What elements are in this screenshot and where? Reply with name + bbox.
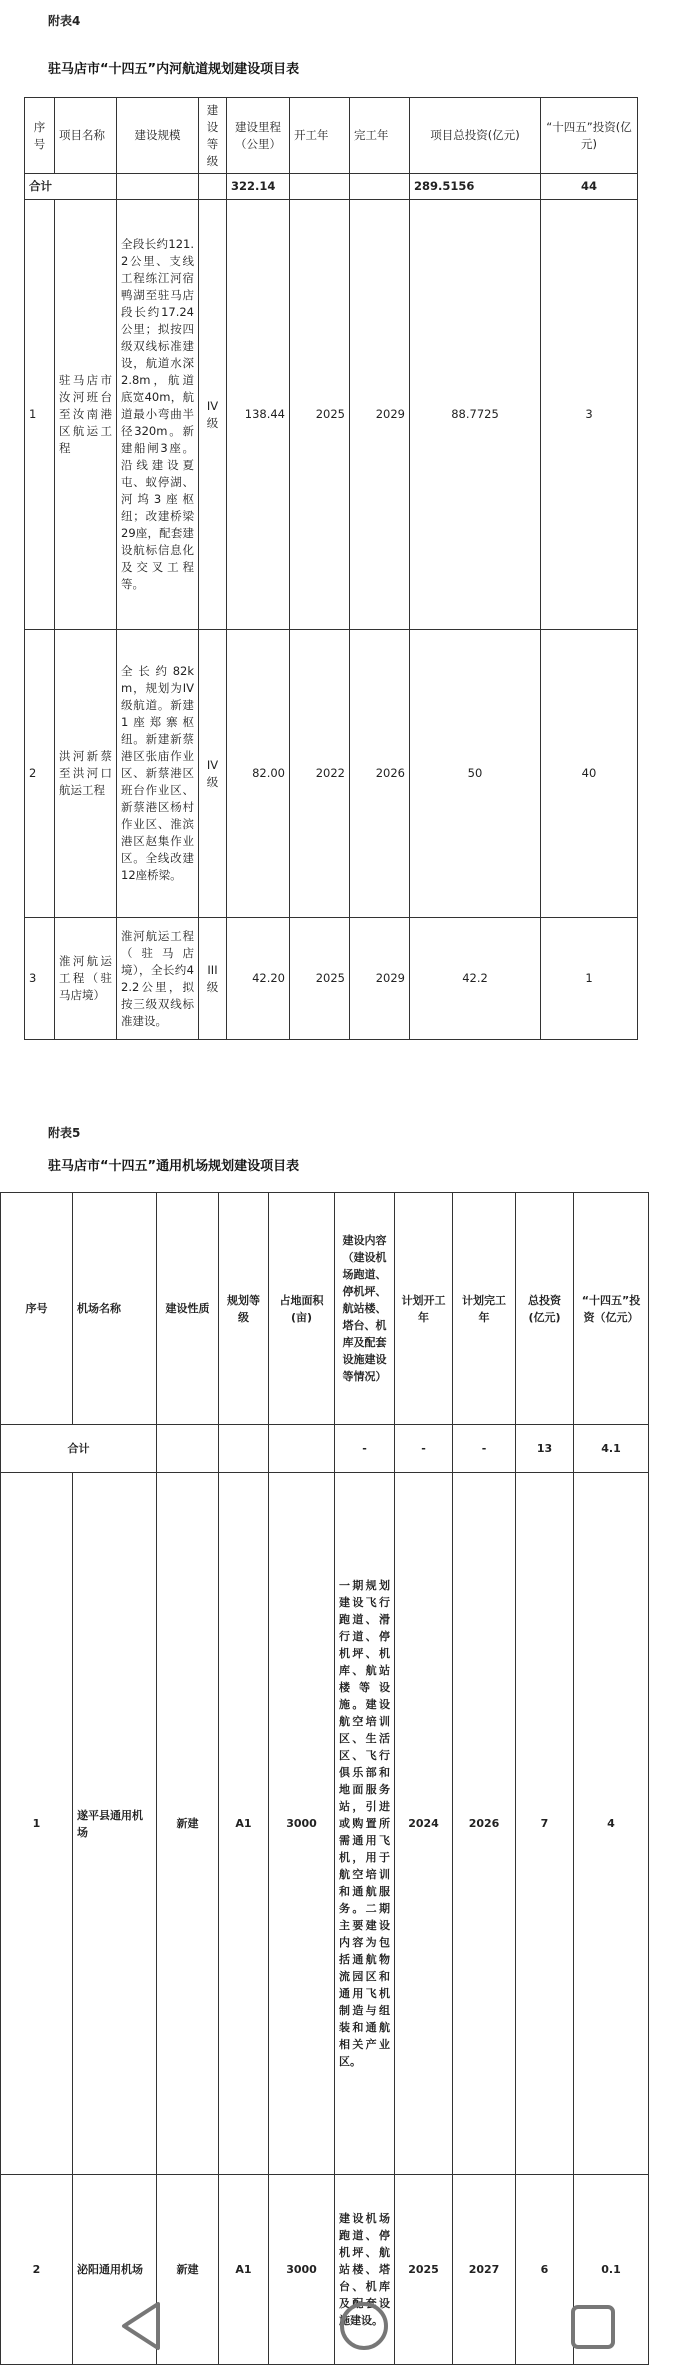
- row-grade: A1: [219, 2175, 269, 2365]
- header-invest: 项目总投资(亿元): [410, 98, 541, 174]
- header-plan: “十四五”投资（亿元）: [574, 1193, 649, 1425]
- airport-projects-table: [0, 1192, 649, 2365]
- header-name: 项目名称: [55, 98, 117, 174]
- row-content: 一期规划建设飞行跑道、滑行道、停机坪、机库、航站楼等设施。建设航空培训区、生活区、飞行俱乐部和地面服务站，引进或购置所需通用飞机，用于航空培训和通航服务。二期主要建设内容为包括通航物流园区和通用飞机制造与组装和通航相关产业区。: [335, 1473, 395, 2175]
- row-end: 2026: [453, 1473, 516, 2175]
- row-name: 遂平县通用机场: [73, 1473, 157, 2175]
- row-length: 82.00: [227, 630, 290, 918]
- row-length: 42.20: [227, 918, 290, 1040]
- row-grade: A1: [219, 1473, 269, 2175]
- row-scale: 全段长约121.2公里、支线工程练江河宿鸭湖至驻马店段长约17.24公里；拟按四级双线标准建设，航道水深2.8m，航道底宽40m，航道最小弯曲半径320m。新建船闸3座。沿线建设夏屯、蚁停湖、河坞3座枢纽；改建桥梁29座，配套建设航标信息化及交叉工程等。: [117, 200, 199, 630]
- row-name: 驻马店市汝河班台至汝南港区航运工程: [55, 200, 117, 630]
- header-end: 完工年: [350, 98, 410, 174]
- header-end: 计划完工年: [453, 1193, 516, 1425]
- table-header-row: [1, 1193, 649, 1425]
- row-seq: 1: [1, 1473, 73, 2175]
- header-seq: 序号: [25, 98, 55, 174]
- header-length: 建设里程（公里）: [227, 98, 290, 174]
- row-seq: 1: [25, 200, 55, 630]
- row-start: 2025: [395, 2175, 453, 2365]
- total-row: [1, 1425, 649, 1473]
- row-nature: 新建: [157, 2175, 219, 2365]
- row-content: 建设机场跑道、停机坪、航站楼、塔台、机库及配套设施建设。: [335, 2175, 395, 2365]
- row-area: 3000: [269, 2175, 335, 2365]
- row-invest: 88.7725: [410, 200, 541, 630]
- row-plan: 40: [541, 630, 638, 918]
- table-header-row: [25, 98, 638, 174]
- row-name: 泌阳通用机场: [73, 2175, 157, 2365]
- row-nature: 新建: [157, 1473, 219, 2175]
- row-grade: III级: [199, 918, 227, 1040]
- appendix-5-label: 附表5: [48, 1126, 81, 1140]
- total-row: [25, 174, 638, 200]
- row-seq: 2: [1, 2175, 73, 2365]
- row-plan: 0.1: [574, 2175, 649, 2365]
- header-start: 计划开工年: [395, 1193, 453, 1425]
- header-area: 占地面积(亩): [269, 1193, 335, 1425]
- recents-square-icon[interactable]: [570, 2304, 616, 2350]
- total-invest: 13: [516, 1425, 574, 1473]
- row-invest: 50: [410, 630, 541, 918]
- row-end: 2027: [453, 2175, 516, 2365]
- header-name: 机场名称: [73, 1193, 157, 1425]
- header-seq: 序号: [1, 1193, 73, 1425]
- header-content: 建设内容（建设机场跑道、停机坪、航站楼、塔台、机库及配套设施建设等情况）: [335, 1193, 395, 1425]
- total-plan: 44: [541, 174, 638, 200]
- table-5-title: 驻马店市“十四五”通用机场规划建设项目表: [48, 1159, 300, 1174]
- row-seq: 2: [25, 630, 55, 918]
- row-scale: 淮河航运工程（驻马店境），全长约42.2公里，拟按三级双线标准建设。: [117, 918, 199, 1040]
- header-grade: 建设等级: [199, 98, 227, 174]
- row-end: 2026: [350, 630, 410, 918]
- table-4-title: 驻马店市“十四五”内河航道规划建设项目表: [48, 62, 300, 77]
- header-grade: 规划等级: [219, 1193, 269, 1425]
- home-circle-icon[interactable]: [338, 2300, 390, 2352]
- row-start: 2024: [395, 1473, 453, 2175]
- header-scale: 建设规模: [117, 98, 199, 174]
- row-area: 3000: [269, 1473, 335, 2175]
- table-row: [25, 200, 638, 630]
- total-plan: 4.1: [574, 1425, 649, 1473]
- table-row: [25, 918, 638, 1040]
- row-invest: 42.2: [410, 918, 541, 1040]
- total-length: 322.14: [227, 174, 290, 200]
- row-plan: 4: [574, 1473, 649, 2175]
- row-invest: 6: [516, 2175, 574, 2365]
- appendix-4-label: 附表4: [48, 14, 81, 28]
- row-start: 2022: [290, 630, 350, 918]
- back-triangle-icon[interactable]: [118, 2300, 162, 2352]
- total-content: -: [335, 1425, 395, 1473]
- total-label: 合计: [1, 1425, 157, 1473]
- table-row: [25, 630, 638, 918]
- total-start: -: [395, 1425, 453, 1473]
- row-plan: 1: [541, 918, 638, 1040]
- total-label: 合计: [25, 174, 117, 200]
- row-plan: 3: [541, 200, 638, 630]
- row-start: 2025: [290, 200, 350, 630]
- header-invest: 总投资(亿元): [516, 1193, 574, 1425]
- row-end: 2029: [350, 918, 410, 1040]
- row-invest: 7: [516, 1473, 574, 2175]
- row-length: 138.44: [227, 200, 290, 630]
- header-start: 开工年: [290, 98, 350, 174]
- total-end: -: [453, 1425, 516, 1473]
- total-invest: 289.5156: [410, 174, 541, 200]
- row-grade: IV级: [199, 200, 227, 630]
- row-end: 2029: [350, 200, 410, 630]
- waterway-projects-table: [24, 97, 638, 1040]
- table-row: [1, 1473, 649, 2175]
- row-scale: 全长约82km，规划为IV级航道。新建1座郑寨枢纽。新建新蔡港区张庙作业区、新蔡港区班台作业区、新蔡港区杨村作业区、淮滨港区赵集作业区。全线改建12座桥梁。: [117, 630, 199, 918]
- table-row: [1, 2175, 649, 2365]
- row-grade: IV级: [199, 630, 227, 918]
- header-plan: “十四五”投资(亿元): [541, 98, 638, 174]
- header-nature: 建设性质: [157, 1193, 219, 1425]
- row-seq: 3: [25, 918, 55, 1040]
- row-name: 淮河航运工程（驻马店境）: [55, 918, 117, 1040]
- row-name: 洪河新蔡至洪河口航运工程: [55, 630, 117, 918]
- row-start: 2025: [290, 918, 350, 1040]
